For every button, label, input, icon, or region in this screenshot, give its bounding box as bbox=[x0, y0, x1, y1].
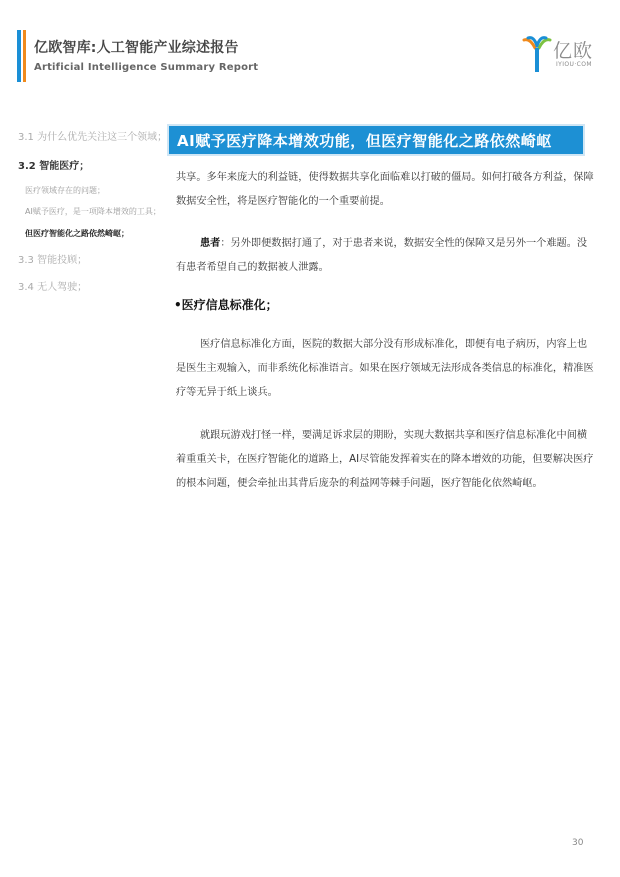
toc-subitem-path-rugged[interactable]: 但医疗智能化之路依然崎岖； bbox=[25, 229, 129, 238]
iyiou-logo bbox=[522, 34, 602, 74]
toc-item-3-2[interactable]: 3.2 智能医疗； bbox=[18, 161, 90, 172]
page-number: 30 bbox=[572, 838, 584, 848]
report-subtitle: Artificial Intelligence Summary Report bbox=[34, 62, 259, 73]
toc-item-3-4[interactable]: 3.4 无人驾驶； bbox=[18, 282, 88, 293]
paragraph-conclusion: 就跟玩游戏打怪一样，要满足诉求层的期盼，实现大数据共享和医疗信息标准化中间横着重重关卡，在医疗智能化的道路上，AI尽管能发挥着实在的降本增效的功能，但要解决医疗的根本问题，便会牵扯出其背后庞杂的利益网等棘手问题，医疗智能化依然崎岖。 bbox=[176, 430, 594, 489]
iyiou-logo-mark-icon bbox=[522, 34, 552, 74]
report-title: 亿欧智库:人工智能产业综述报告 bbox=[34, 40, 239, 56]
iyiou-logo-domain: IYIOU·COM bbox=[556, 61, 592, 68]
paragraph-standardization: 医疗信息标准化方面，医院的数据大部分没有形成标准化，即便有电子病历，内容上也是医生主观输入，而非系统化标准语言。如果在医疗领域无法形成各类信息的标准化，精准医疗等无异于纸上谈兵。 bbox=[176, 339, 594, 398]
toc-subitem-ai-tool[interactable]: AI赋予医疗，是一项降本增效的工具； bbox=[25, 207, 161, 216]
header-accent-bar-orange bbox=[23, 30, 26, 82]
paragraph-data-sharing: 共享。多年来庞大的利益链，使得数据共享化面临难以打破的僵局。如何打破各方利益，保障数据安全性，将是医疗智能化的一个重要前提。 bbox=[176, 172, 594, 207]
section-banner bbox=[167, 124, 585, 156]
patient-label: 患者 bbox=[200, 238, 221, 249]
section-banner-title: AI赋予医疗降本增效功能，但医疗智能化之路依然崎岖 bbox=[177, 132, 552, 150]
toc-subitem-problems[interactable]: 医疗领域存在的问题； bbox=[25, 186, 105, 195]
toc-item-3-3[interactable]: 3.3 智能投顾； bbox=[18, 255, 88, 266]
header-accent-bar-blue bbox=[17, 30, 21, 82]
toc-item-3-1[interactable]: 3.1 为什么优先关注这三个领域； bbox=[18, 132, 168, 143]
iyiou-logo-text: 亿欧 bbox=[553, 40, 594, 62]
patient-text: ：另外即便数据打通了，对于患者来说，数据安全性的保障又是另外一个难题。没有患者希望自己的数据被人泄露。 bbox=[176, 238, 588, 273]
subheading-info-standardization: •医疗信息标准化； bbox=[174, 298, 278, 312]
paragraph-patient bbox=[176, 232, 596, 280]
